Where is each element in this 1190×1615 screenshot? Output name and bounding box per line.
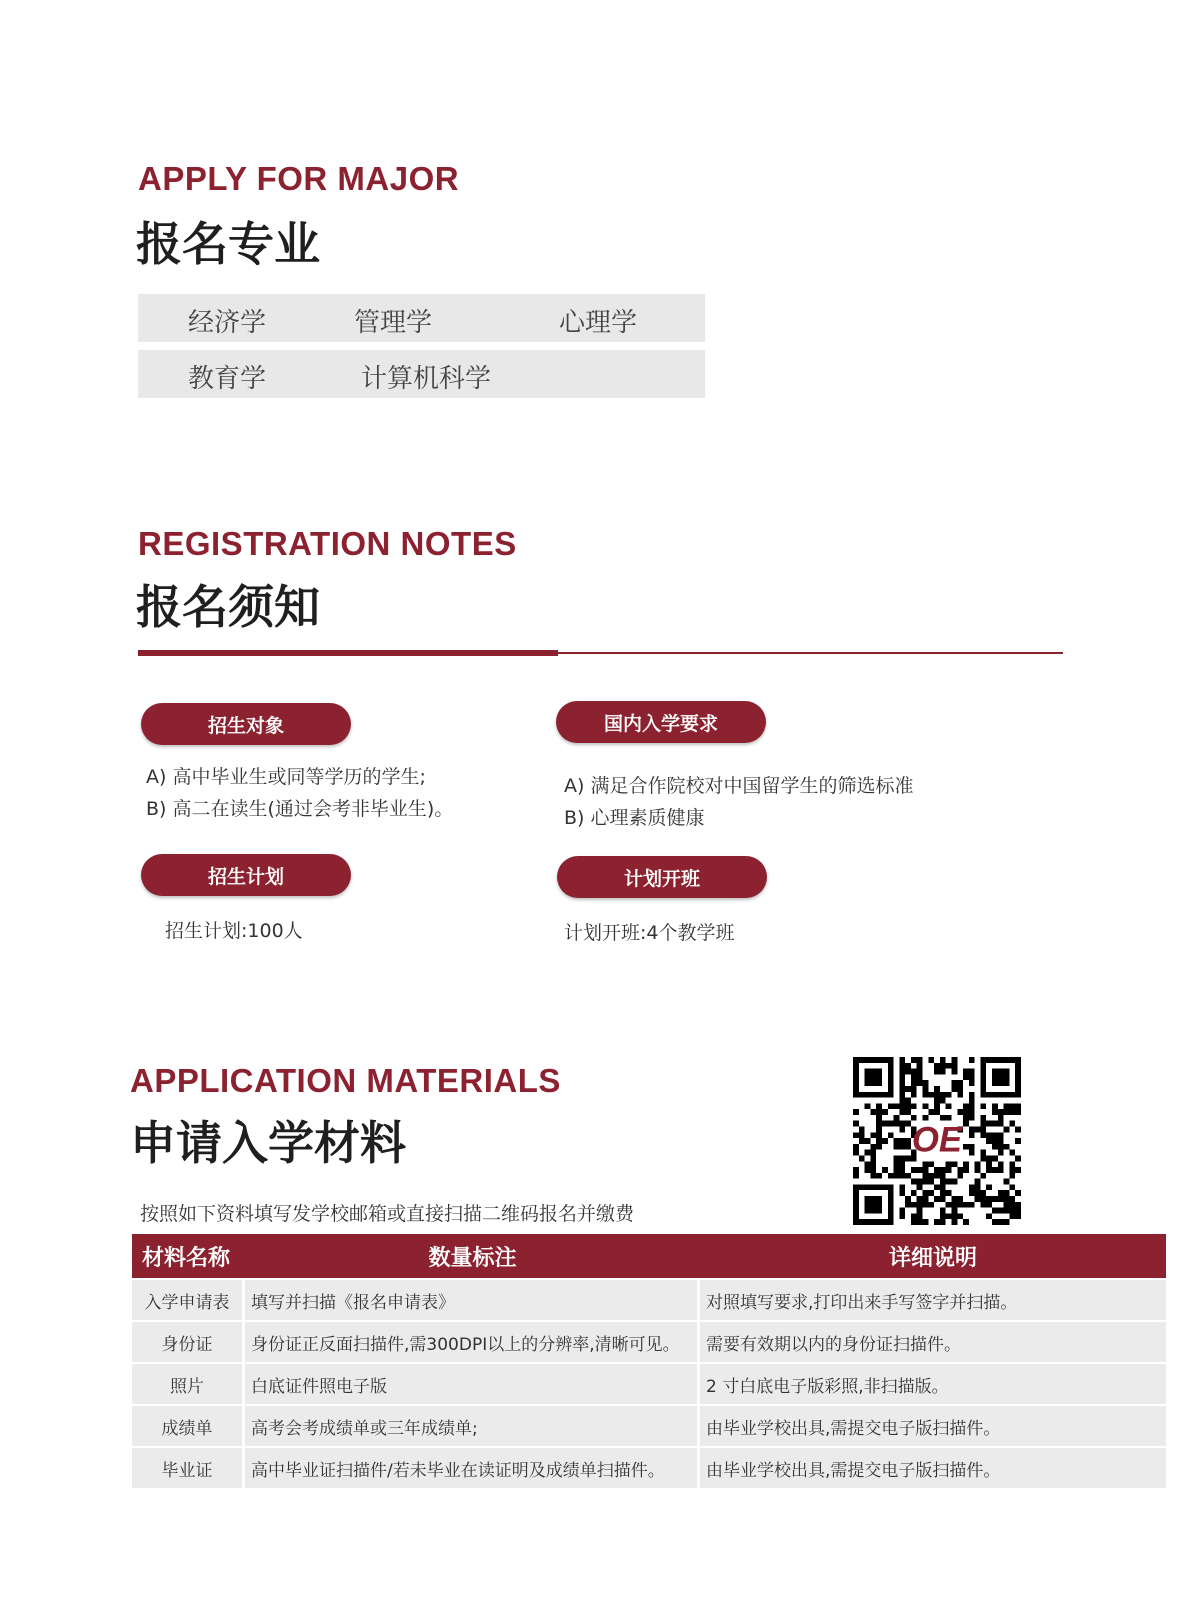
- cell-name: 成绩单: [132, 1404, 245, 1446]
- table-row: [132, 1404, 1166, 1446]
- cell-details: 需要有效期以内的身份证扫描件。: [700, 1320, 1166, 1362]
- major-title-en: APPLY FOR MAJOR: [138, 160, 460, 197]
- cell-name: 身份证: [132, 1320, 245, 1362]
- qr-code[interactable]: [853, 1057, 1021, 1225]
- major-title-cn: 报名专业: [136, 217, 320, 271]
- header-details: 详细说明: [700, 1234, 1166, 1278]
- materials-title-cn: 申请入学材料: [130, 1116, 406, 1170]
- header-material-name: 材料名称: [132, 1234, 245, 1278]
- qr-logo: OE: [911, 1121, 963, 1160]
- cell-name: 入学申请表: [132, 1278, 245, 1320]
- table-row: [132, 1446, 1166, 1488]
- materials-title-en: APPLICATION MATERIALS: [130, 1062, 561, 1099]
- section-divider-thin: [558, 652, 1063, 654]
- cell-details: 由毕业学校出具,需提交电子版扫描件。: [700, 1404, 1166, 1446]
- cell-quantity: 高中毕业证扫描件/若未毕业在读证明及成绩单扫描件。: [245, 1446, 700, 1488]
- section-divider-thick: [138, 650, 558, 656]
- target-line-a: A) 高中毕业生或同等学历的学生;: [146, 766, 426, 788]
- major-row-2: [138, 350, 705, 398]
- major-row-1: [138, 294, 705, 342]
- major-item: 经济学: [188, 308, 267, 338]
- cell-quantity: 身份证正反面扫描件,需300DPI以上的分辨率,清晰可见。: [245, 1320, 700, 1362]
- table-header-row: [132, 1234, 1166, 1278]
- materials-table: [132, 1234, 1166, 1488]
- cell-details: 对照填写要求,打印出来手写签字并扫描。: [700, 1278, 1166, 1320]
- domestic-badge: 国内入学要求: [556, 701, 766, 743]
- target-badge: 招生对象: [141, 703, 351, 745]
- header-quantity: 数量标注: [245, 1234, 700, 1278]
- table-row: [132, 1362, 1166, 1404]
- plan-text: 招生计划:100人: [165, 920, 303, 942]
- notes-title-en: REGISTRATION NOTES: [138, 525, 517, 562]
- materials-instruction: 按照如下资料填写发学校邮箱或直接扫描二维码报名并缴费: [140, 1203, 635, 1225]
- table-row: [132, 1320, 1166, 1362]
- notes-title-cn: 报名须知: [136, 580, 320, 634]
- cell-details: 由毕业学校出具,需提交电子版扫描件。: [700, 1446, 1166, 1488]
- major-item: 教育学: [188, 364, 267, 394]
- cell-details: 2 寸白底电子版彩照,非扫描版。: [700, 1362, 1166, 1404]
- cell-quantity: 填写并扫描《报名申请表》: [245, 1278, 700, 1320]
- table-row: [132, 1278, 1166, 1320]
- cell-name: 照片: [132, 1362, 245, 1404]
- classes-badge: 计划开班: [557, 856, 767, 898]
- cell-quantity: 高考会考成绩单或三年成绩单;: [245, 1404, 700, 1446]
- domestic-line-a: A) 满足合作院校对中国留学生的筛选标准: [564, 775, 914, 797]
- domestic-line-b: B) 心理素质健康: [564, 807, 705, 829]
- major-item: 计算机科学: [361, 364, 492, 394]
- target-line-b: B) 高二在读生(通过会考非毕业生)。: [146, 798, 454, 820]
- cell-name: 毕业证: [132, 1446, 245, 1488]
- major-item: 心理学: [559, 308, 638, 338]
- major-item: 管理学: [354, 308, 433, 338]
- classes-text: 计划开班:4个教学班: [564, 922, 735, 944]
- cell-quantity: 白底证件照电子版: [245, 1362, 700, 1404]
- plan-badge: 招生计划: [141, 854, 351, 896]
